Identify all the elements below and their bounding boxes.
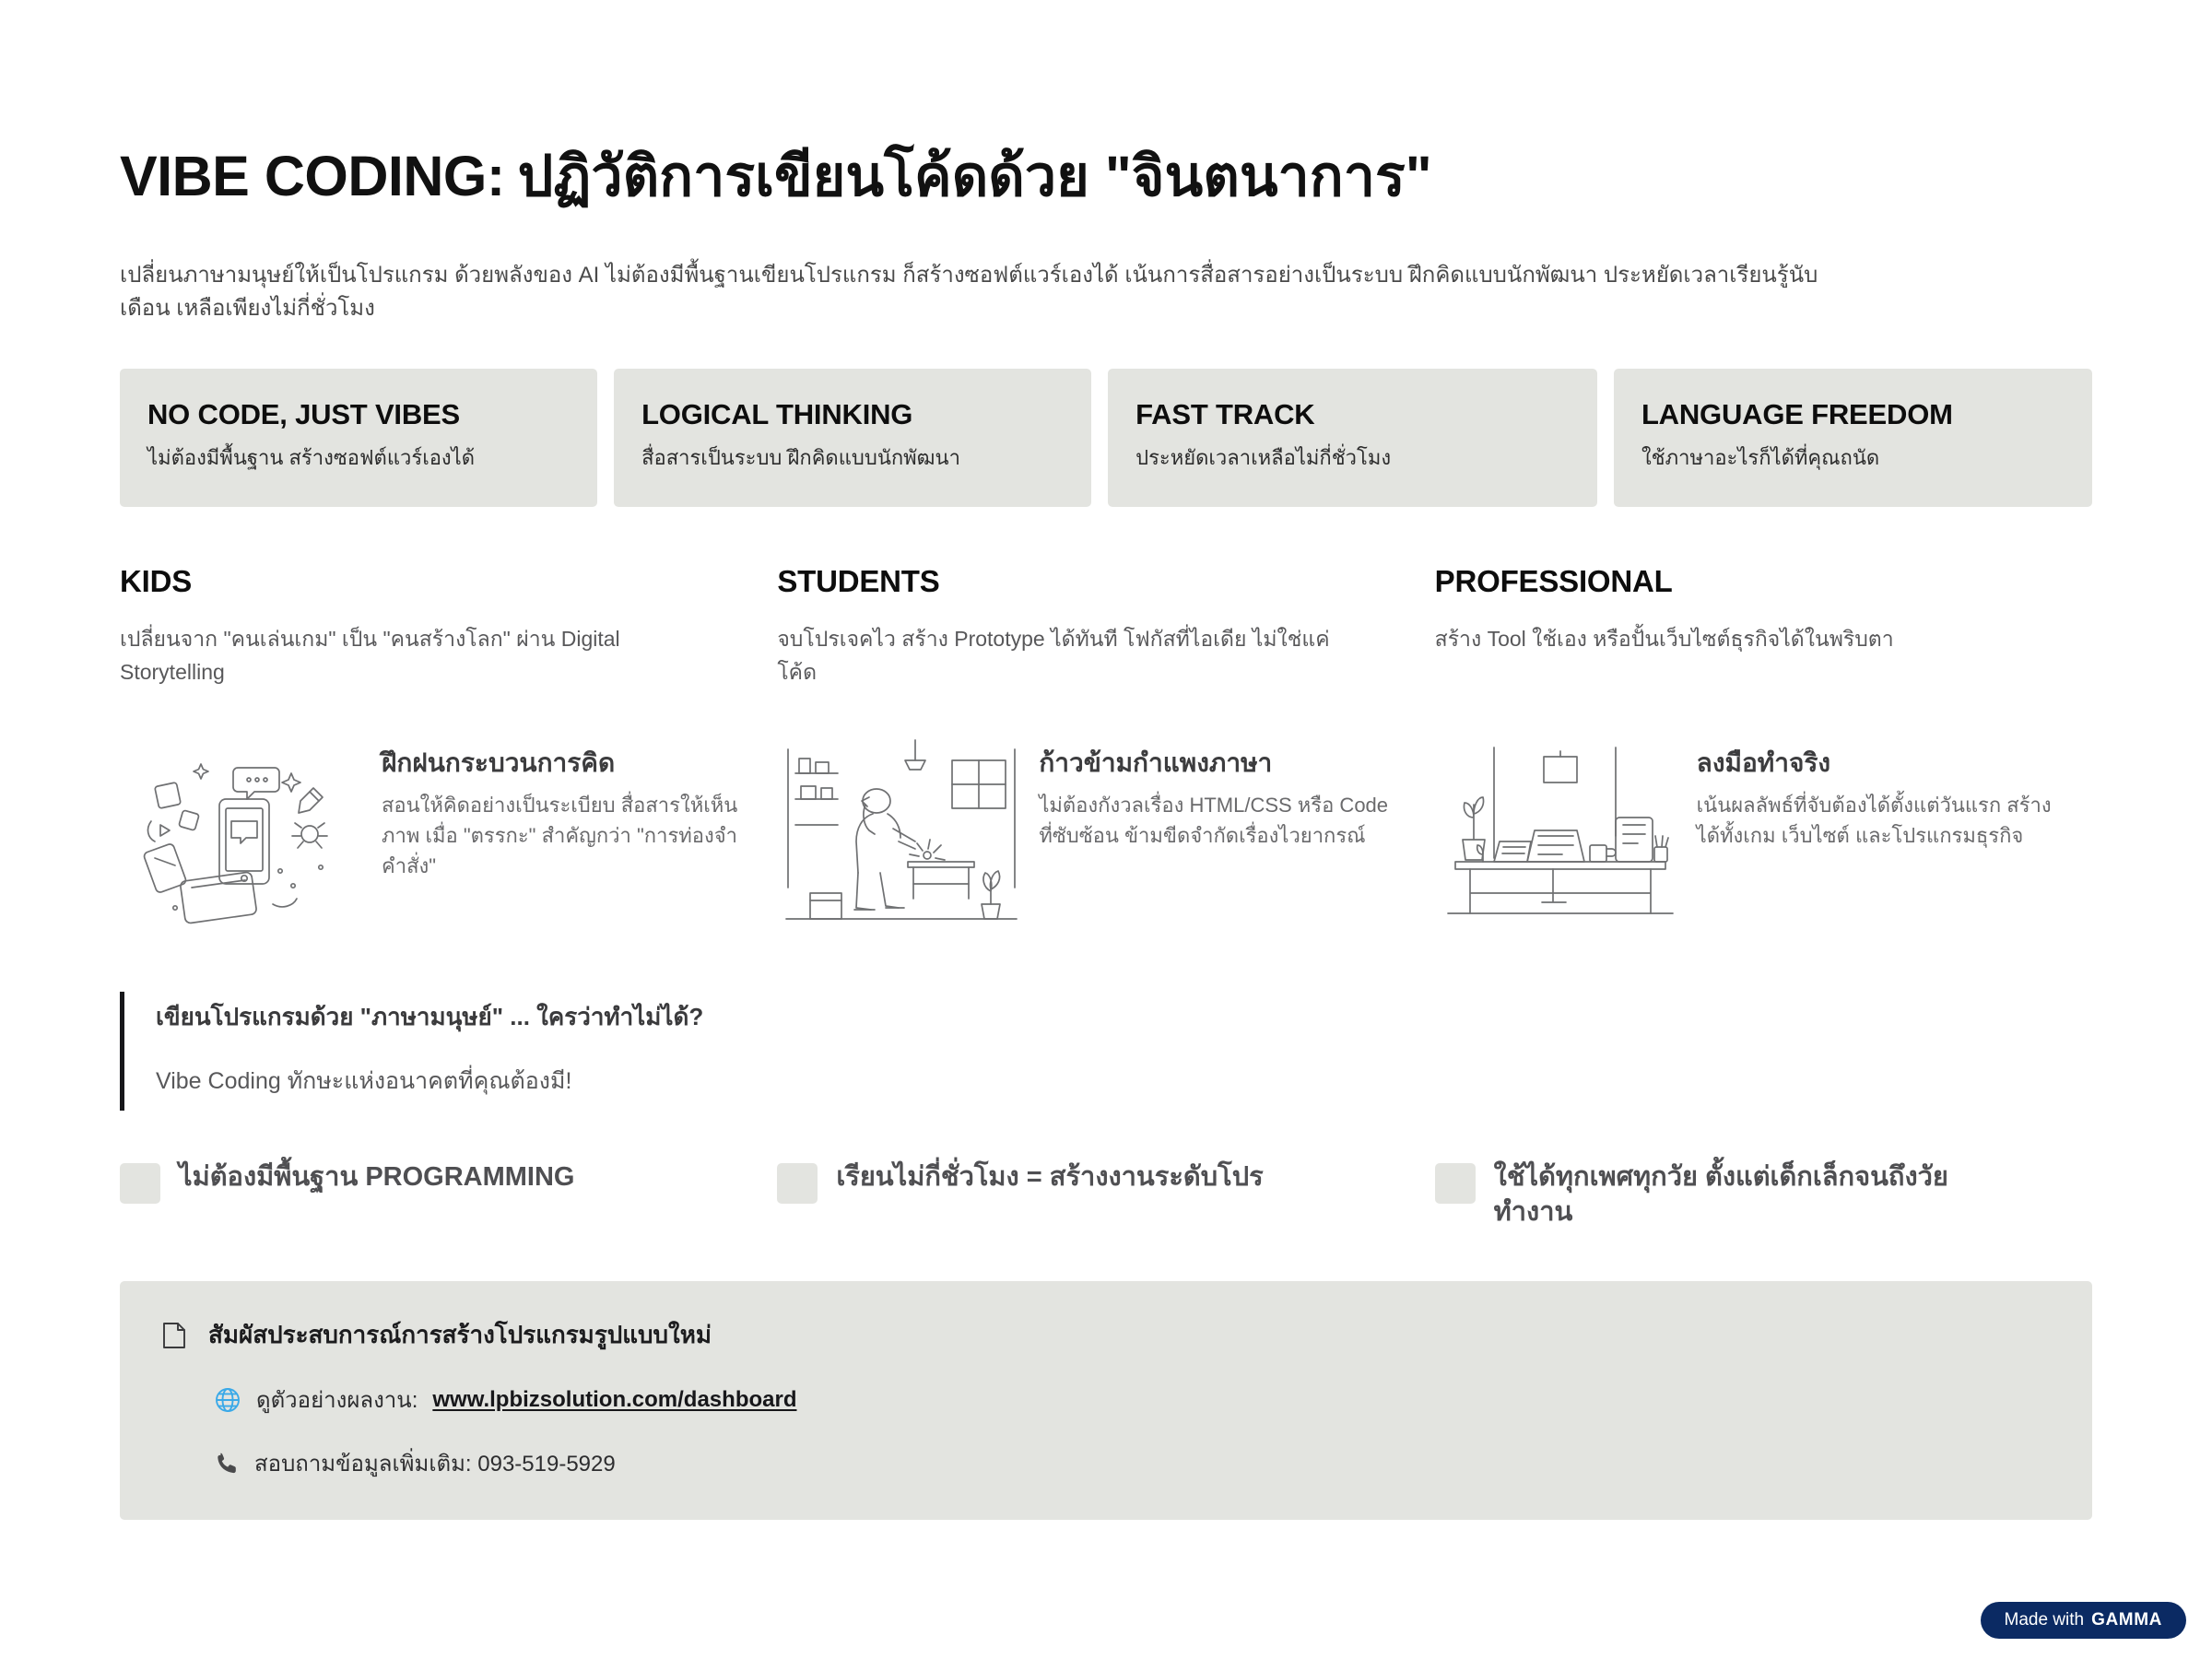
website-link[interactable]: www.lpbizsolution.com/dashboard (432, 1386, 797, 1412)
made-with-gamma-badge[interactable] (1981, 1602, 2187, 1639)
page-title-thai: ปฏิวัติการเขียนโค้ดด้วย "จินตนาการ" (517, 145, 1432, 207)
benefit-item (1435, 1160, 2092, 1230)
badge-prefix: Made with (2004, 1610, 2085, 1630)
audience-description: จบโปรเจคไว สร้าง Prototype ได้ทันที โฟกัสที่ไอเดีย ไม่ใช่แค่โค้ด (777, 626, 1330, 684)
phone-icon (214, 1451, 240, 1477)
benefit-item (120, 1160, 777, 1230)
feature-subtitle: ไม่ต้องมีพื้นฐาน สร้างซอฟต์แวร์เองได้ (147, 445, 476, 469)
feature-title: FAST TRACK (1135, 397, 1315, 430)
feature-box-logical-thinking (614, 369, 1091, 507)
contact-card (120, 1281, 2092, 1520)
phone-text: สอบถามข้อมูลเพิ่มเติม: 093-519-5929 (254, 1452, 616, 1477)
audience-title: STUDENTS (777, 563, 940, 598)
contact-phone-line (214, 1445, 2052, 1481)
benefit-item (777, 1160, 1434, 1230)
quote-sub-text: Vibe Coding ทักษะแห่งอนาคตที่คุณต้องมี! (156, 1068, 572, 1095)
audience-row (120, 564, 2092, 688)
illustration-body: สอนให้คิดอย่างเป็นระเบียบ สื่อสารให้เห็นภาพ เมื่อ "ตรรกะ" สำคัญกว่า "การท่องจำคำสั่ง" (382, 793, 738, 877)
illustration-text (1697, 733, 2055, 940)
feature-box-no-code (120, 369, 597, 507)
audience-column-professional (1435, 564, 2092, 688)
bullet-square-icon (120, 1163, 160, 1204)
bullet-square-icon (777, 1163, 818, 1204)
illustration-heading: ลงมือทำจริง (1696, 748, 1831, 778)
feature-title: LANGUAGE FREEDOM (1641, 397, 1953, 430)
welder-workshop-illustration (777, 733, 1026, 940)
bullet-square-icon (1435, 1163, 1476, 1204)
feature-subtitle: ใช้ภาษาอะไรก็ได้ที่คุณถนัด (1641, 445, 1880, 469)
audience-description: เปลี่ยนจาก "คนเล่นเกม" เป็น "คนสร้างโลก" ผ่าน Digital Storytelling (120, 626, 620, 684)
page-title-english: VIBE CODING: (120, 145, 505, 207)
contact-heading: สัมผัสประสบการณ์การสร้างโปรแกรมรูปแบบใหม่ (208, 1321, 712, 1349)
benefit-label: ใช้ได้ทุกเพศทุกวัย ตั้งแต่เด็กเล็กจนถึงวัยทำงาน (1493, 1162, 1948, 1227)
illustration-heading: ฝึกฝนกระบวนการคิด (382, 748, 616, 778)
quote-main-text: เขียนโปรแกรมด้วย "ภาษามนุษย์" ... ใครว่าทำไม่ได้? (156, 1003, 704, 1031)
benefit-label: ไม่ต้องมีพื้นฐาน PROGRAMMING (179, 1162, 575, 1193)
feature-box-row (120, 369, 2092, 507)
benefit-label: เรียนไม่กี่ชั่วโมง = สร้างงานระดับโปร (836, 1162, 1264, 1193)
page-subtitle: เปลี่ยนภาษามนุษย์ให้เป็นโปรแกรม ด้วยพลังของ AI ไม่ต้องมีพื้นฐานเขียนโปรแกรม ก็สร้างซอฟต์แวร์เองได้ เน้นการสื่อสารอย่างเป็นระบบ ฝึกคิดแบบนักพัฒนา ประหยัดเวลาเรียนรู้นับเดือน เหลือเพียงไม่กี่ชั่วโมง (120, 263, 1818, 322)
illustration-block-thinking (120, 733, 777, 940)
audience-title: PROFESSIONAL (1434, 563, 1673, 598)
audience-description: สร้าง Tool ใช้เอง หรือปั้นเว็บไซต์ธุรกิจได้ในพริบตา (1434, 626, 1894, 651)
feature-title: LOGICAL THINKING (641, 397, 913, 430)
illustration-heading: ก้าวข้ามกำแพงภาษา (1039, 748, 1273, 778)
illustration-block-language (777, 733, 1434, 940)
illustration-body: เน้นผลลัพธ์ที่จับต้องได้ตั้งแต่วันแรก สร้างได้ทั้งเกม เว็บไซต์ และโปรแกรมธุรกิจ (1696, 793, 2052, 847)
page-title (120, 0, 2092, 220)
desk-workspace-illustration (1435, 733, 1684, 940)
globe-icon (214, 1386, 241, 1414)
feature-subtitle: ประหยัดเวลาเหลือไม่กี่ชั่วโมง (1135, 445, 1392, 469)
illustration-block-hands-on (1435, 733, 2092, 940)
illustration-text (1039, 733, 1397, 940)
feature-box-fast-track (1108, 369, 1597, 507)
website-label: ดูตัวอย่างผลงาน: (256, 1388, 418, 1414)
quote-block (120, 992, 1134, 1111)
feature-title: NO CODE, JUST VIBES (147, 397, 460, 430)
feature-subtitle: สื่อสารเป็นระบบ ฝึกคิดแบบนักพัฒนา (641, 445, 960, 469)
benefit-row (120, 1160, 2092, 1230)
badge-brand: GAMMA (2091, 1610, 2162, 1630)
audience-title: KIDS (120, 563, 193, 598)
feature-box-language-freedom (1614, 369, 2092, 507)
contact-card-header (160, 1316, 2052, 1354)
illustration-text (382, 733, 740, 940)
contact-website-line (214, 1382, 2052, 1418)
audience-column-kids (120, 564, 777, 688)
document-icon (160, 1321, 188, 1350)
audience-column-students (777, 564, 1434, 688)
illustration-body: ไม่ต้องกังวลเรื่อง HTML/CSS หรือ Code ที่ซับซ้อน ข้ามขีดจำกัดเรื่องไวยากรณ์ (1039, 793, 1389, 847)
kids-phone-doodle-illustration (120, 733, 369, 940)
illustration-row (120, 733, 2092, 940)
